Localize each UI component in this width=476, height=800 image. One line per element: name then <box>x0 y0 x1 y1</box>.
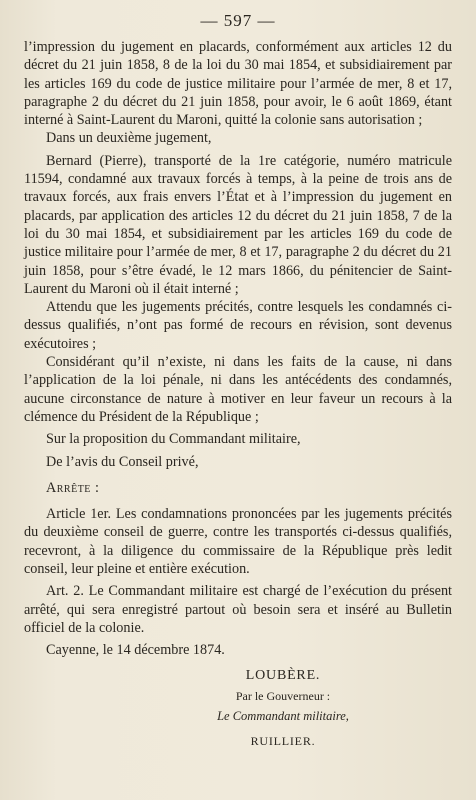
signature-block <box>24 666 452 752</box>
article-2: Art. 2. Le Commandant militaire est chargé de l’exécution du présent arrêté, qui sera enregistré partout où besoin sera et inséré au Bulletin officiel de la colonie. <box>24 583 452 636</box>
signature-governor: LOUBÈRE. <box>245 667 321 683</box>
paragraph-attendu: Attendu que les jugements précités, contre lesquels les condamnés ci-dessus qualifiés, n’ont pas formé de recours en révision, sont devenus exécutoires ; <box>24 299 452 352</box>
document-body <box>24 38 452 660</box>
paragraph-bernard: Bernard (Pierre), transporté de la 1re catégorie, numéro matricule 11594, condamné aux travaux forcés à temps, à la peine de trois ans de travaux forcés, aux frais envers l’État et à l’impression du jugement en placards, par application des articles 12 du décret du 21 juin 1858, 7 de la loi du 30 mai 1854, et subsidiairement par les articles 169 du code de justice militaire pour l’armée de mer, 8 et 17, paragraphe 2 du décret du 21 juin 1858, pour s’être évadé, le 12 mars 1866, du pénitencier de Saint-Laurent du Maroni où il était interné ; <box>24 152 452 297</box>
paragraph-considerant: Considérant qu’il n’existe, ni dans les faits de la cause, ni dans l’application de la loi pénale, ni dans les antécédents des condamnés, aucune circonstance de nature à motiver en leur faveur un recours à la clémence du Président de la République ; <box>24 354 452 425</box>
signature-countersign: RUILLIER. <box>250 733 316 748</box>
paragraph-avis: De l’avis du Conseil privé, <box>46 453 199 470</box>
signature-par-le-gouverneur: Par le Gouverneur : <box>235 688 331 703</box>
article-1: Article 1er. Les condamnations prononcées par les jugements précités du deuxième conseil de guerre, contre les transportés ci-dessus qualifiés, recevront, à la diligence du commissaire de la République près ledit conseil, leur pleine et entière exécution. <box>24 506 452 578</box>
paragraph-proposition: Sur la proposition du Commandant militaire, <box>46 431 301 448</box>
page-number: — 597 — <box>200 11 276 30</box>
paragraph-continuation: l’impression du jugement en placards, conformément aux articles 12 du décret du 21 juin 1858, 8 de la loi du 30 mai 1854, et subsidiairement par les articles 169 du code de justice militaire pour l’armée de mer, 8 et 17, paragraphe 2 du décret du 21 juin 1858, pour avoir, le 6 août 1869, étant interné à Saint-Laurent du Maroni, quitté la colonie sans autorisation ; <box>24 39 452 129</box>
paragraph-deuxieme-jugement: Dans un deuxième jugement, <box>46 130 212 147</box>
arrete-heading: Arrête : <box>46 479 100 496</box>
date-line: Cayenne, le 14 décembre 1874. <box>46 642 225 659</box>
signature-title: Le Commandant militaire, <box>217 708 349 723</box>
